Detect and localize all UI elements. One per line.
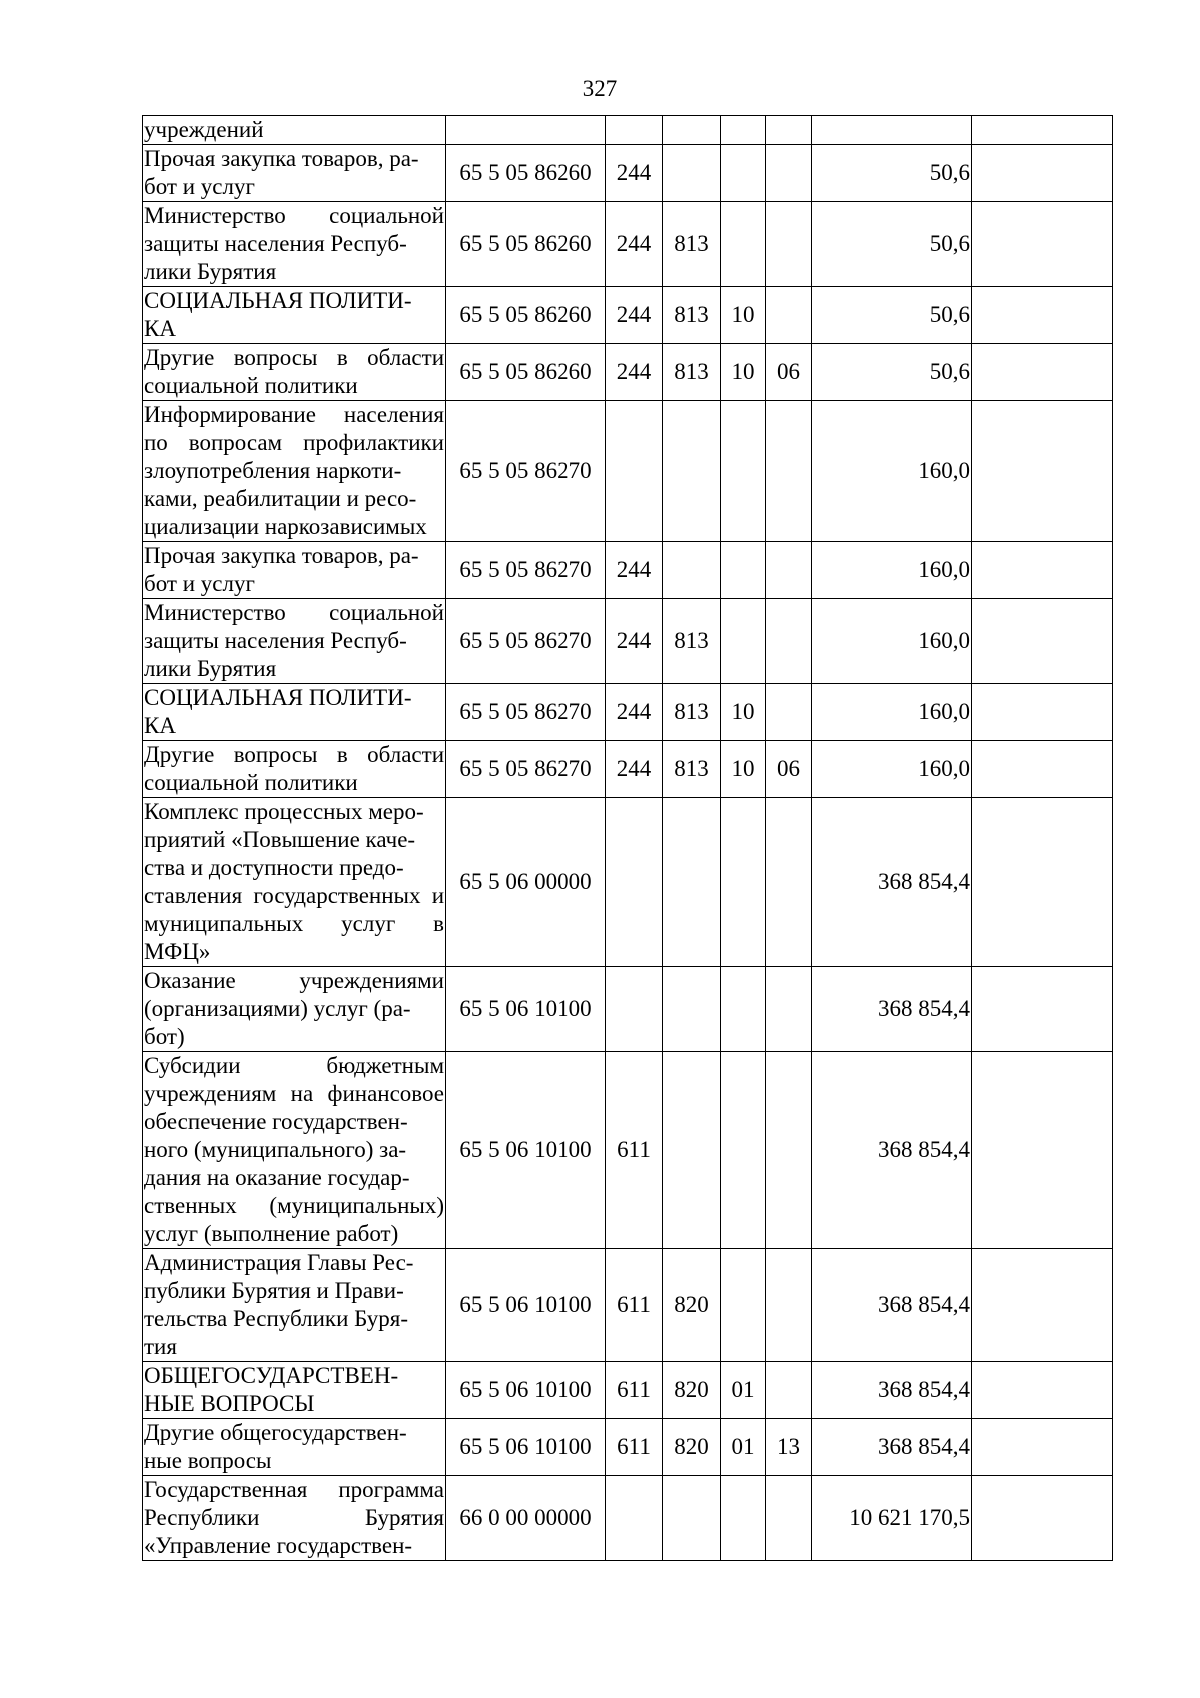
extra-cell [972, 1476, 1113, 1561]
expense-type-cell [606, 1476, 663, 1561]
table-row [143, 344, 1113, 401]
amount-cell: 160,0 [812, 401, 972, 542]
extra-cell [972, 401, 1113, 542]
extra-cell [972, 542, 1113, 599]
extra-cell [972, 116, 1113, 145]
section-cell [721, 967, 766, 1052]
amount-cell: 368 854,4 [812, 798, 972, 967]
expense-type-cell [606, 401, 663, 542]
expense-type-cell [606, 116, 663, 145]
target-article-cell: 65 5 05 86260 [446, 202, 606, 287]
item-name-cell: Администрация Главы Рес- публики Бурятия и Прави- тельства Республики Буря- тия [143, 1249, 446, 1362]
subsection-cell [766, 599, 812, 684]
extra-cell [972, 344, 1113, 401]
table-row [143, 145, 1113, 202]
item-name-cell: Министерство социальной защиты населения Респуб- лики Бурятия [143, 599, 446, 684]
target-article-cell: 65 5 05 86270 [446, 542, 606, 599]
target-article-cell: 65 5 06 10100 [446, 1419, 606, 1476]
subsection-cell [766, 967, 812, 1052]
amount-cell: 50,6 [812, 344, 972, 401]
table-row [143, 202, 1113, 287]
section-cell: 10 [721, 344, 766, 401]
administrator-cell: 813 [663, 741, 721, 798]
subsection-cell [766, 542, 812, 599]
subsection-cell [766, 1362, 812, 1419]
administrator-cell [663, 967, 721, 1052]
expense-type-cell: 611 [606, 1249, 663, 1362]
subsection-cell: 06 [766, 741, 812, 798]
amount-cell: 368 854,4 [812, 1249, 972, 1362]
administrator-cell: 813 [663, 599, 721, 684]
target-article-cell: 65 5 05 86270 [446, 401, 606, 542]
extra-cell [972, 684, 1113, 741]
administrator-cell: 820 [663, 1362, 721, 1419]
item-name-cell: СОЦИАЛЬНАЯ ПОЛИТИ- КА [143, 287, 446, 344]
table-row [143, 741, 1113, 798]
section-cell [721, 116, 766, 145]
extra-cell [972, 287, 1113, 344]
expense-type-cell: 244 [606, 287, 663, 344]
extra-cell [972, 967, 1113, 1052]
table-row [143, 798, 1113, 967]
table-row [143, 1419, 1113, 1476]
item-name-cell: ОБЩЕГОСУДАРСТВЕН- НЫЕ ВОПРОСЫ [143, 1362, 446, 1419]
section-cell [721, 401, 766, 542]
item-name-cell: Прочая закупка товаров, ра- бот и услуг [143, 145, 446, 202]
subsection-cell: 06 [766, 344, 812, 401]
subsection-cell [766, 684, 812, 741]
target-article-cell: 65 5 05 86270 [446, 741, 606, 798]
expense-type-cell: 244 [606, 145, 663, 202]
subsection-cell [766, 287, 812, 344]
expense-type-cell: 611 [606, 1362, 663, 1419]
expense-type-cell: 244 [606, 599, 663, 684]
item-name-cell: Другие вопросы в области социальной политики [143, 344, 446, 401]
section-cell [721, 145, 766, 202]
target-article-cell: 65 5 06 00000 [446, 798, 606, 967]
table-row [143, 599, 1113, 684]
amount-cell: 368 854,4 [812, 967, 972, 1052]
subsection-cell [766, 202, 812, 287]
administrator-cell [663, 1052, 721, 1249]
expense-type-cell: 244 [606, 202, 663, 287]
item-name-cell: СОЦИАЛЬНАЯ ПОЛИТИ- КА [143, 684, 446, 741]
amount-cell: 10 621 170,5 [812, 1476, 972, 1561]
section-cell: 01 [721, 1419, 766, 1476]
section-cell [721, 599, 766, 684]
section-cell [721, 1249, 766, 1362]
table-row [143, 684, 1113, 741]
table-row [143, 1476, 1113, 1561]
administrator-cell: 820 [663, 1249, 721, 1362]
target-article-cell: 65 5 06 10100 [446, 967, 606, 1052]
section-cell [721, 1476, 766, 1561]
item-name-cell: Министерство социальной защиты населения Респуб- лики Бурятия [143, 202, 446, 287]
item-name-cell: учреждений [143, 116, 446, 145]
target-article-cell: 66 0 00 00000 [446, 1476, 606, 1561]
table-row [143, 1362, 1113, 1419]
table-row [143, 1249, 1113, 1362]
subsection-cell [766, 1476, 812, 1561]
section-cell: 01 [721, 1362, 766, 1419]
administrator-cell [663, 798, 721, 967]
table-body [143, 116, 1113, 1561]
table-row [143, 1052, 1113, 1249]
target-article-cell: 65 5 06 10100 [446, 1052, 606, 1249]
administrator-cell [663, 145, 721, 202]
target-article-cell: 65 5 06 10100 [446, 1362, 606, 1419]
item-name-cell: Комплекс процессных меро- приятий «Повышение каче- ства и доступности предо- ставления государственных и муниципальных услуг в МФЦ» [143, 798, 446, 967]
item-name-cell: Государственная программа Республики Бурятия «Управление государствен- [143, 1476, 446, 1561]
target-article-cell: 65 5 05 86260 [446, 287, 606, 344]
page-number: 327 [582, 76, 618, 101]
administrator-cell: 813 [663, 287, 721, 344]
amount-cell: 160,0 [812, 684, 972, 741]
extra-cell [972, 1362, 1113, 1419]
extra-cell [972, 202, 1113, 287]
extra-cell [972, 145, 1113, 202]
item-name-cell: Прочая закупка товаров, ра- бот и услуг [143, 542, 446, 599]
administrator-cell [663, 401, 721, 542]
table-row [143, 287, 1113, 344]
expense-type-cell: 244 [606, 741, 663, 798]
item-name-cell: Информирование населения по вопросам профилактики злоупотребления наркоти- ками, реабилитации и ресо- циализации наркозависимых [143, 401, 446, 542]
amount-cell: 50,6 [812, 145, 972, 202]
table-row [143, 116, 1113, 145]
item-name-cell: Другие вопросы в области социальной политики [143, 741, 446, 798]
administrator-cell: 813 [663, 344, 721, 401]
administrator-cell [663, 1476, 721, 1561]
expense-type-cell [606, 967, 663, 1052]
expense-type-cell: 244 [606, 344, 663, 401]
section-cell [721, 202, 766, 287]
subsection-cell [766, 1052, 812, 1249]
extra-cell [972, 1249, 1113, 1362]
extra-cell [972, 1052, 1113, 1249]
budget-table [142, 115, 1113, 1561]
section-cell: 10 [721, 287, 766, 344]
amount-cell [812, 116, 972, 145]
section-cell [721, 1052, 766, 1249]
item-name-cell: Субсидии бюджетным учреждениям на финансовое обеспечение государствен- ного (муниципального) за- дания на оказание государ- ственных (муниципальных) услуг (выполнение работ) [143, 1052, 446, 1249]
administrator-cell [663, 542, 721, 599]
table-row [143, 967, 1113, 1052]
amount-cell: 50,6 [812, 287, 972, 344]
expense-type-cell: 611 [606, 1419, 663, 1476]
target-article-cell: 65 5 05 86270 [446, 599, 606, 684]
amount-cell: 368 854,4 [812, 1362, 972, 1419]
extra-cell [972, 741, 1113, 798]
administrator-cell: 813 [663, 684, 721, 741]
expense-type-cell [606, 798, 663, 967]
expense-type-cell: 244 [606, 684, 663, 741]
amount-cell: 160,0 [812, 741, 972, 798]
extra-cell [972, 599, 1113, 684]
amount-cell: 160,0 [812, 599, 972, 684]
amount-cell: 368 854,4 [812, 1052, 972, 1249]
extra-cell [972, 1419, 1113, 1476]
subsection-cell [766, 798, 812, 967]
subsection-cell [766, 145, 812, 202]
administrator-cell: 813 [663, 202, 721, 287]
amount-cell: 50,6 [812, 202, 972, 287]
target-article-cell: 65 5 05 86260 [446, 145, 606, 202]
administrator-cell: 820 [663, 1419, 721, 1476]
target-article-cell: 65 5 06 10100 [446, 1249, 606, 1362]
administrator-cell [663, 116, 721, 145]
section-cell [721, 542, 766, 599]
subsection-cell [766, 401, 812, 542]
expense-type-cell: 611 [606, 1052, 663, 1249]
section-cell: 10 [721, 741, 766, 798]
item-name-cell: Оказание учреждениями (организациями) услуг (ра- бот) [143, 967, 446, 1052]
subsection-cell [766, 116, 812, 145]
amount-cell: 368 854,4 [812, 1419, 972, 1476]
item-name-cell: Другие общегосударствен- ные вопросы [143, 1419, 446, 1476]
section-cell: 10 [721, 684, 766, 741]
target-article-cell: 65 5 05 86260 [446, 344, 606, 401]
amount-cell: 160,0 [812, 542, 972, 599]
extra-cell [972, 798, 1113, 967]
table-row [143, 542, 1113, 599]
table-row [143, 401, 1113, 542]
subsection-cell [766, 1249, 812, 1362]
target-article-cell [446, 116, 606, 145]
section-cell [721, 798, 766, 967]
target-article-cell: 65 5 05 86270 [446, 684, 606, 741]
expense-type-cell: 244 [606, 542, 663, 599]
subsection-cell: 13 [766, 1419, 812, 1476]
